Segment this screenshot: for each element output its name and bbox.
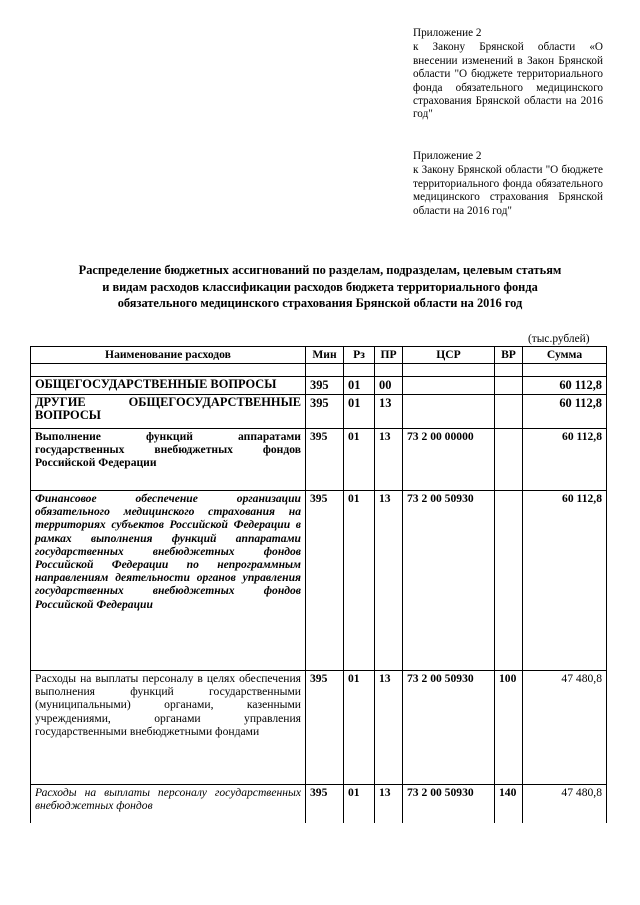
header-name: Наименование расходов	[31, 347, 306, 364]
row-pr: 13	[375, 491, 403, 671]
row-rz: 01	[344, 671, 375, 785]
row-vr	[495, 377, 523, 395]
row-rz: 01	[344, 429, 375, 491]
row-pr: 13	[375, 785, 403, 824]
row-csr	[403, 377, 495, 395]
row-min: 395	[306, 491, 344, 671]
row-name: Финансовое обеспечение организации обязательного медицинского страхования на территориях субъектов Российской Федерации в рамках выполнения функций аппаратами государственных внебюджетных фондов Российской Федерации по непрограммным направлениям деятельности органов управления государственных внебюджетных фондов Российской Федерации	[31, 491, 306, 671]
table-row	[31, 491, 607, 671]
header-min: Мин	[306, 347, 344, 364]
row-vr	[495, 395, 523, 429]
header-pr: ПР	[375, 347, 403, 364]
row-sum: 60 112,8	[523, 429, 607, 491]
row-csr: 73 2 00 50930	[403, 785, 495, 824]
table-row	[31, 395, 607, 429]
table-row	[31, 785, 607, 824]
units-label: (тыс.рублей)	[528, 333, 590, 345]
header-vr: ВР	[495, 347, 523, 364]
row-pr: 13	[375, 429, 403, 491]
row-name: ДРУГИЕ ОБЩЕГОСУДАРСТВЕННЫЕ ВОПРОСЫ	[31, 395, 306, 429]
annex-note-1	[413, 27, 603, 122]
row-csr: 73 2 00 50930	[403, 671, 495, 785]
annex-1-text: к Закону Брянской области «О внесении изменений в Закон Брянской области "О бюджете территориального фонда обязательного медицинского страхования Брянской области на 2016 год"	[413, 41, 603, 121]
row-rz: 01	[344, 395, 375, 429]
row-name: Расходы на выплаты персоналу государственных внебюджетных фондов	[31, 785, 306, 824]
row-vr	[495, 491, 523, 671]
header-rz: Рз	[344, 347, 375, 364]
table-row	[31, 429, 607, 491]
header-csr: ЦСР	[403, 347, 495, 364]
row-vr: 100	[495, 671, 523, 785]
table-spacer-row	[31, 364, 607, 377]
row-min: 395	[306, 671, 344, 785]
row-rz: 01	[344, 491, 375, 671]
row-sum: 47 480,8	[523, 785, 607, 824]
row-sum: 60 112,8	[523, 395, 607, 429]
row-vr: 140	[495, 785, 523, 824]
annex-2-heading: Приложение 2	[413, 150, 482, 162]
title-line-2: и видам расходов классификации расходов бюджета территориального фонда	[102, 279, 538, 294]
row-rz: 01	[344, 785, 375, 824]
table-header-row	[31, 347, 607, 364]
row-min: 395	[306, 785, 344, 824]
row-sum: 60 112,8	[523, 491, 607, 671]
row-vr	[495, 429, 523, 491]
title-line-3: обязательного медицинского страхования Брянской области на 2016 год	[117, 296, 523, 310]
title-line-1: Распределение бюджетных ассигнований по разделам, подразделам, целевым статьям	[78, 263, 562, 277]
row-sum: 47 480,8	[523, 671, 607, 785]
row-name: Расходы на выплаты персоналу в целях обеспечения выполнения функций государственными (муниципальными) органами, казенными учреждениями, органами управления государственными внебюджетными фондами	[31, 671, 306, 785]
row-csr	[403, 395, 495, 429]
row-rz: 01	[344, 377, 375, 395]
row-min: 395	[306, 377, 344, 395]
row-name: ОБЩЕГОСУДАРСТВЕННЫЕ ВОПРОСЫ	[31, 377, 306, 395]
row-min: 395	[306, 395, 344, 429]
document-title	[40, 262, 600, 312]
row-min: 395	[306, 429, 344, 491]
table-row	[31, 671, 607, 785]
row-csr: 73 2 00 00000	[403, 429, 495, 491]
annex-note-2	[413, 150, 603, 218]
row-name: Выполнение функций аппаратами государственных внебюджетных фондов Российской Федерации	[31, 429, 306, 491]
annex-1-heading: Приложение 2	[413, 27, 482, 39]
header-sum: Сумма	[523, 347, 607, 364]
row-pr: 13	[375, 671, 403, 785]
budget-table	[30, 346, 607, 823]
annex-2-text: к Закону Брянской области "О бюджете территориального фонда обязательного медицинского страхования Брянской области на 2016 год"	[413, 164, 603, 217]
table-row	[31, 377, 607, 395]
row-pr: 00	[375, 377, 403, 395]
row-pr: 13	[375, 395, 403, 429]
row-csr: 73 2 00 50930	[403, 491, 495, 671]
row-sum: 60 112,8	[523, 377, 607, 395]
